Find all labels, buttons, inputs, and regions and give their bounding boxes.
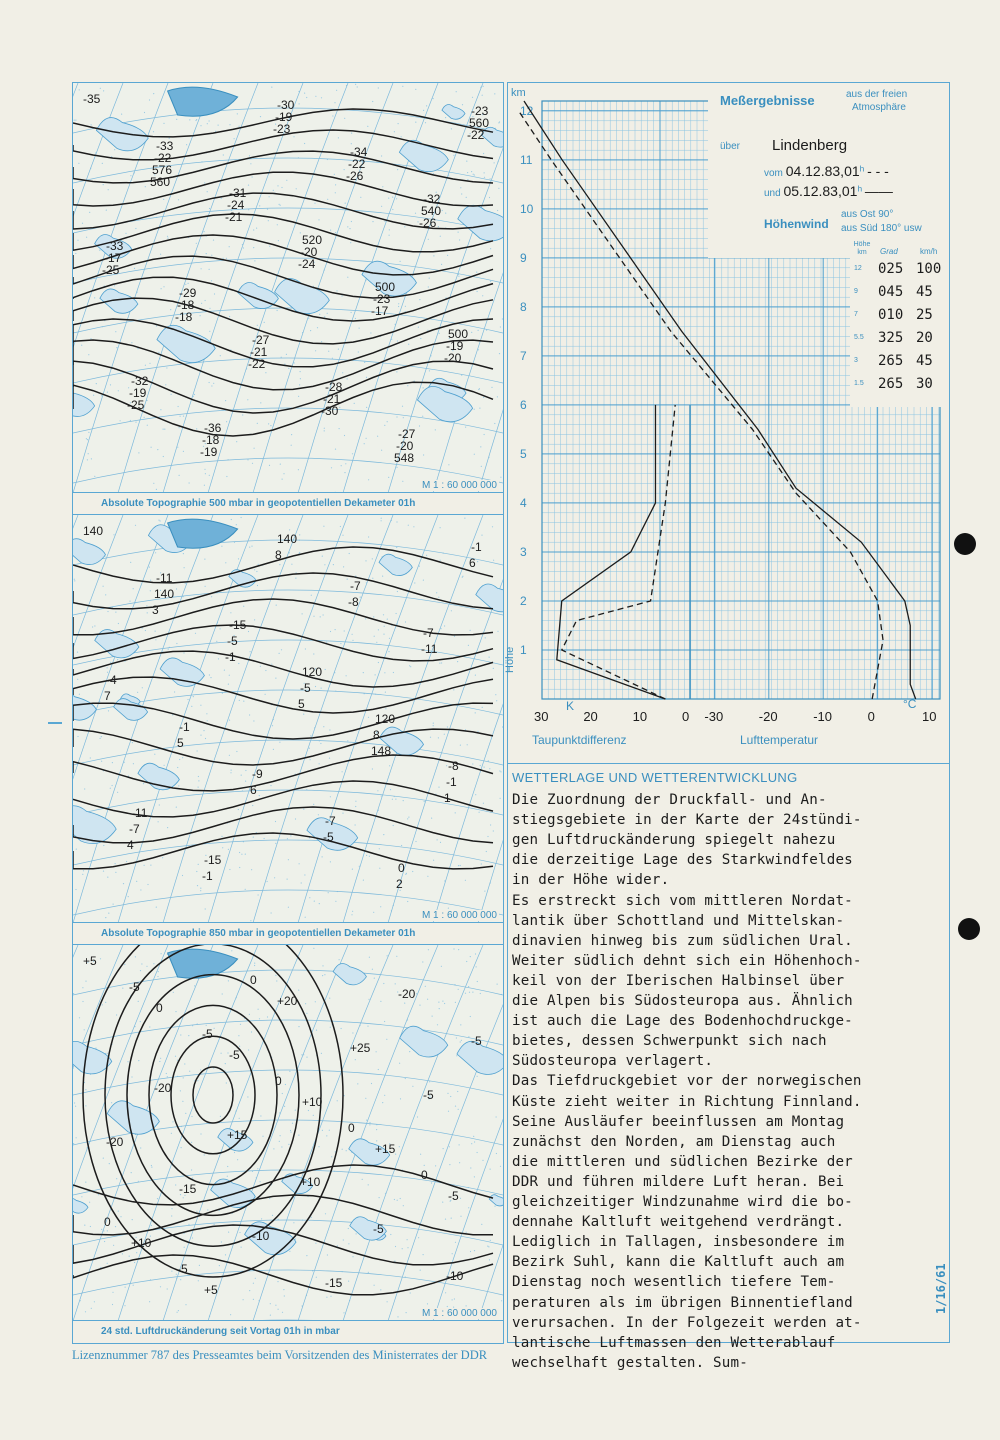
isoline-label: 140: [83, 524, 104, 538]
wind-row-degree: 265: [878, 376, 904, 392]
weather-text-line: Südosteuropa verlagert.: [512, 1053, 714, 1070]
height-tick-label: 1: [520, 642, 527, 657]
isoline-label: -24: [227, 198, 245, 212]
wind-row-degree: 010: [878, 307, 904, 323]
isoline-label: 0: [275, 1074, 282, 1088]
weather-text-line: ist auch die Lage des Bodenhochdruckge-: [512, 1013, 853, 1030]
sounding-subtitle-1: aus der freien: [846, 89, 908, 100]
isoline-label: -20: [154, 1081, 172, 1095]
isoline-label: -34: [350, 145, 368, 159]
map-caption: Absolute Topographie 500 mbar in geopotentiellen Dekameter 01h: [73, 492, 503, 515]
weather-text-line: Lediglich in Tallagen, insbesondere im: [512, 1234, 845, 1251]
height-tick-label: 10: [520, 201, 534, 216]
isoline-label: -26: [419, 216, 437, 230]
map-coastlines: [73, 87, 503, 422]
isoline-label: 4: [127, 838, 134, 852]
isoline-label: -19: [200, 445, 218, 459]
isoline-label: -24: [298, 257, 316, 271]
isoline-label: -27: [398, 427, 416, 441]
wind-note-1: aus Ost 90°: [841, 209, 894, 220]
isoline-label: 0: [104, 1215, 111, 1229]
isoline-label: -18: [177, 298, 195, 312]
punch-hole: [954, 533, 976, 555]
date2: 05.12.83,01: [783, 183, 858, 199]
height-tick-label: 3: [520, 544, 527, 559]
isoline-label: -33: [106, 239, 124, 253]
isoline-label: -7: [129, 822, 140, 836]
isoline-label: -23: [471, 104, 489, 118]
isoline-label: 3: [152, 603, 159, 617]
isoline-label: 560: [469, 116, 490, 130]
isoline-label: -18: [202, 433, 220, 447]
isoline-label: -9: [252, 767, 263, 781]
wind-row-speed: 20: [916, 330, 933, 346]
isoline-label: 5: [177, 736, 184, 750]
isoline-label: -33: [156, 139, 174, 153]
isoline-label: -1: [202, 869, 213, 883]
isoline-label: -35: [83, 92, 101, 106]
isoline-label: +25: [350, 1041, 371, 1055]
weather-text-line: bietes, dessen Schwerpunkt sich nach: [512, 1033, 827, 1050]
date1: 04.12.83,01: [785, 163, 860, 179]
isoline-label: 560: [150, 175, 171, 189]
isoline-label: 576: [152, 163, 173, 177]
isoline-label: -21: [250, 345, 268, 359]
weather-text-panel: [507, 762, 950, 1371]
temp-tick-label: -30: [704, 709, 724, 724]
height-tick-label: 9: [520, 250, 527, 265]
isoline-label: -5: [323, 830, 334, 844]
height-tick-label: 12: [520, 103, 534, 118]
isoline-label: -19: [275, 110, 293, 124]
isoline-label: -20: [444, 351, 462, 365]
weather-text-line: Dienstag noch wesentlich tiefere Tem-: [512, 1274, 836, 1291]
weather-text-line: verursachen. In der Folgezeit werden at-: [512, 1314, 862, 1331]
isoline-label: +10: [302, 1095, 323, 1109]
isoline-label: 120: [375, 712, 396, 726]
isoline-label: -25: [127, 398, 145, 412]
isoline-label: -11: [421, 642, 438, 656]
isoline-label: -32: [423, 192, 441, 206]
map-pressure-change-drawing: [73, 945, 503, 1321]
over-label: über: [720, 141, 741, 152]
isoline-label: 0: [348, 1121, 355, 1135]
isoline-label: +15: [227, 1128, 248, 1142]
isoline-label: 0: [250, 973, 257, 987]
map-pressure-change: [72, 944, 504, 1344]
weather-text-line: dennahe Kaltluft weitgehend verdrängt.: [512, 1214, 845, 1231]
hour-mark: h: [859, 163, 865, 174]
weather-text-line: peraturen als im übrigen Binnentiefland: [512, 1294, 853, 1311]
isoline-label: -5: [177, 1262, 188, 1276]
isoline-label: -1: [225, 650, 236, 664]
weather-text-line: die mittleren und südlichen Bezirke der: [512, 1153, 853, 1170]
isoline-label: -28: [325, 380, 343, 394]
date2-prefix: und: [764, 188, 781, 199]
isoline-label: -20: [300, 245, 318, 259]
col-speed: km/h: [920, 247, 938, 256]
weather-title: WETTERLAGE UND WETTERENTWICKLUNG: [512, 770, 798, 785]
isoline-label: -15: [204, 853, 222, 867]
map-coastlines: [73, 519, 503, 850]
height-axis-label: Höhe: [504, 646, 516, 673]
isoline-label: -20: [106, 1135, 124, 1149]
isoline-label: 548: [394, 451, 415, 465]
weather-text-line: stiegsgebiete in der Karte der 24stündi-: [512, 812, 862, 829]
isoline-label: 500: [448, 327, 469, 341]
weather-text-line: die derzeitige Lage des Starkwindfeldes: [512, 852, 853, 869]
isoline-label: 0: [421, 1168, 428, 1182]
weather-text-line: Es erstreckt sich vom mittleren Nordat-: [512, 892, 853, 909]
weather-text-line: dinavien hinweg bis zum südlichen Ural.: [512, 932, 853, 949]
weather-text-line: keil von der Iberischen Halbinsel über: [512, 972, 845, 989]
isoline-label: -21: [225, 210, 243, 224]
wind-row-height: 1.5: [854, 380, 864, 387]
isoline-label: -22: [154, 151, 172, 165]
margin-mark: [48, 722, 62, 724]
height-tick-label: 11: [520, 152, 533, 167]
height-tick-label: 2: [520, 593, 527, 608]
isoline-label: -32: [131, 374, 149, 388]
isoline-label: -4: [106, 673, 117, 687]
isoline-label: +20: [277, 994, 298, 1008]
isoline-label: -18: [175, 310, 193, 324]
isoline-label: 148: [371, 744, 392, 758]
wind-table: [850, 239, 946, 407]
isoline-label: -26: [346, 169, 364, 183]
map-scale: M 1 : 60 000 000: [421, 910, 497, 921]
isoline-label: -5: [373, 1222, 384, 1236]
isoline-label: 5: [298, 697, 305, 711]
isoline-label: +5: [83, 954, 97, 968]
height-tick-label: 4: [520, 495, 527, 510]
wind-row-degree: 025: [878, 261, 904, 277]
punch-hole: [958, 918, 980, 940]
map-500mbar: [72, 82, 504, 516]
isoline-label: -5: [448, 1189, 459, 1203]
col-degree: Grad: [880, 247, 898, 256]
height-tick-label: 5: [520, 446, 527, 461]
wind-row-speed: 45: [916, 284, 933, 300]
isoline-label: -20: [398, 987, 416, 1001]
isoline-label: -7: [325, 814, 336, 828]
temp-unit: °C: [903, 697, 917, 711]
map-850mbar-drawing: [73, 515, 503, 923]
map-850mbar: [72, 514, 504, 946]
isoline-label: -21: [323, 392, 341, 406]
isoline-label: -5: [202, 1027, 213, 1041]
isoline-label: -20: [396, 439, 414, 453]
temp-tick-label: 10: [922, 709, 937, 724]
weather-text-line: zunächst den Norden, am Dienstag auch: [512, 1133, 836, 1150]
isoline-label: 2: [396, 877, 403, 891]
temp-tick-label: -20: [758, 709, 778, 724]
weather-text-line: DDR und führen mildere Luft heran. Bei: [512, 1173, 845, 1190]
map-500mbar-drawing: [73, 83, 503, 493]
dew-tick-label: 10: [632, 709, 648, 724]
map-caption: Absolute Topographie 850 mbar in geopotentiellen Dekameter 01h: [73, 922, 503, 945]
weather-text-line: wechselhaft gestalten. Sum-: [512, 1354, 749, 1371]
isoline-label: 8: [373, 728, 380, 742]
station-name: Lindenberg: [772, 137, 848, 154]
isoline-label: -23: [273, 122, 291, 136]
hour-mark: h: [857, 183, 863, 194]
isoline-label: -11: [156, 571, 173, 585]
map-scale: M 1 : 60 000 000: [421, 480, 497, 491]
dew-tick-label: 20: [583, 709, 598, 724]
isoline-label: 540: [421, 204, 442, 218]
weather-text-line: Die Zuordnung der Druckfall- und An-: [512, 792, 827, 808]
isoline-label: -17: [104, 251, 122, 265]
weather-text-line: lantik über Schottland und Mittelskan-: [512, 912, 845, 929]
isoline-label: -29: [179, 286, 197, 300]
isoline-label: -15: [229, 618, 247, 632]
height-tick-label: 8: [520, 299, 527, 314]
isoline-label: -17: [371, 304, 389, 318]
weather-text-line: gen Luftdruckänderung spiegelt nahezu: [512, 832, 836, 849]
weather-text-line: Bezirk Suhl, kann die Kaltluft auch am: [512, 1254, 845, 1271]
wind-title: Höhenwind: [764, 217, 829, 231]
temp-tick-label: 0: [867, 709, 875, 724]
isoline-label: -5: [300, 681, 311, 695]
height-tick-label: 6: [520, 397, 527, 412]
isoline-label: -5: [229, 1048, 240, 1062]
weather-text-line: die Alpen bis Südosteuropa aus. Ähnlich: [512, 993, 853, 1009]
isoline-label: -7: [423, 626, 434, 640]
temp-axis-label: Lufttemperatur: [740, 733, 819, 747]
license-line: Lizenznummer 787 des Presseamtes beim Vorsitzenden des Ministerrates der DDR: [72, 1348, 488, 1362]
isoline-label: -5: [227, 634, 238, 648]
isoline-label: +15: [375, 1142, 396, 1156]
isoline-label: 1: [444, 791, 451, 805]
dew-tick-label: 30: [534, 709, 549, 724]
weather-text-line: Weiter südlich dehnt sich ein Höhenhoch-: [512, 952, 862, 969]
isoline-label: 500: [375, 280, 396, 294]
isoline-label: -22: [348, 157, 366, 171]
sounding-title: Meßergebnisse: [720, 93, 815, 108]
isoline-label: -11: [131, 806, 148, 820]
isoline-label: 0: [156, 1001, 163, 1015]
side-code: 1/16/61: [934, 1263, 948, 1314]
isoline-label: -31: [229, 186, 247, 200]
isoline-label: -7: [350, 579, 361, 593]
weather-text-line: Küste zieht weiter in Richtung Finnland.: [512, 1093, 862, 1110]
isoline-label: -15: [325, 1276, 343, 1290]
map-caption: 24 std. Luftdruckänderung seit Vortag 01h in mbar: [73, 1320, 503, 1343]
km-label: km: [511, 87, 526, 99]
isoline-label: -5: [471, 1034, 482, 1048]
isoline-label: -5: [129, 980, 140, 994]
isoline-label: -10: [446, 1269, 464, 1283]
wind-row-speed: 45: [916, 353, 933, 369]
weather-text-line: lantische Luftmassen den Wetterablauf: [512, 1334, 836, 1351]
isoline-label: +10: [131, 1236, 152, 1250]
isoline-label: 140: [154, 587, 175, 601]
isoline-label: -8: [348, 595, 359, 609]
weather-text-line: Das Tiefdruckgebiet vor der norwegischen: [512, 1073, 862, 1090]
isoline-label: -27: [252, 333, 270, 347]
isoline-label: -22: [467, 128, 485, 142]
isoline-label: -36: [204, 421, 222, 435]
isoline-label: +10: [300, 1175, 321, 1189]
isoline-label: -19: [129, 386, 147, 400]
weather-text-line: in der Höhe wider.: [512, 872, 670, 889]
isoline-label: 8: [275, 548, 282, 562]
wind-row-speed: 25: [916, 307, 933, 323]
isoline-label: -1: [179, 720, 190, 734]
isoline-label: -1: [446, 775, 457, 789]
col-height: Höhe km: [853, 241, 871, 256]
date1-prefix: vom: [764, 168, 783, 179]
isoline-label: 6: [250, 783, 257, 797]
wind-row-height: 7: [854, 311, 858, 318]
wind-row-degree: 265: [878, 353, 904, 369]
isoline-label: -22: [248, 357, 266, 371]
wind-note-2: aus Süd 180° usw: [841, 223, 922, 234]
dew-axis-label: Taupunktdifferenz: [532, 733, 627, 747]
weather-text-line: Seine Ausläufer beeinflussen am Montag: [512, 1113, 845, 1130]
isoline-label: -5: [423, 1088, 434, 1102]
sounding-panel: 12 11 10 9 8 7 6 5 4 3 2 1 30 20 10 0 -30 -20 -10 0 10 Meßergebnisse aus der freien Atmosphäre über Lindenberg vom 04.12.83,01$^h$ - - - und 05.12.83,01$^h$ —— Höhenwind aus Ost 90° aus Süd 180° usw Höhe km Grad km/h 12 025 100 9 045 45 7 010 25 5.5 325 20 3 265 45 1.5 265 30 km Höhe K °C Taupunktdifferenz Lufttemperatur: [507, 82, 950, 764]
weather-text-line: gleichzeitiger Windzunahme wird die bo-: [512, 1194, 853, 1210]
wind-row-speed: 100: [916, 261, 942, 277]
height-tick-label: 7: [520, 348, 527, 363]
isoline-label: 120: [302, 665, 323, 679]
isoline-label: -15: [179, 1182, 197, 1196]
isoline-label: 140: [277, 532, 298, 546]
isoline-label: 7: [104, 689, 111, 703]
isoline-label: -25: [102, 263, 120, 277]
wind-row-speed: 30: [916, 376, 933, 392]
isoline-label: -30: [321, 404, 339, 418]
isoline-label: 0: [398, 861, 405, 875]
wind-row-height: 3: [854, 357, 858, 364]
wind-row-height: 12: [854, 265, 862, 272]
wind-row-degree: 045: [878, 284, 904, 300]
map-scale: M 1 : 60 000 000: [421, 1308, 497, 1319]
sounding-subtitle-2: Atmosphäre: [852, 102, 906, 113]
wind-row-height: 9: [854, 288, 858, 295]
isoline-label: 6: [469, 556, 476, 570]
isoline-label: -19: [446, 339, 464, 353]
isoline-label: +5: [204, 1283, 218, 1297]
wind-row-degree: 325: [878, 330, 904, 346]
isoline-label: -23: [373, 292, 391, 306]
temp-tick-label: -10: [813, 709, 832, 724]
wind-row-height: 5.5: [854, 334, 864, 341]
dew-unit: K: [566, 699, 575, 713]
isoline-label: -10: [252, 1229, 270, 1243]
isoline-label: 520: [302, 233, 323, 247]
isoline-label: -30: [277, 98, 295, 112]
dew-tick-label: 0: [682, 709, 690, 724]
isoline-label: -8: [448, 759, 459, 773]
isoline-label: -1: [471, 540, 482, 554]
